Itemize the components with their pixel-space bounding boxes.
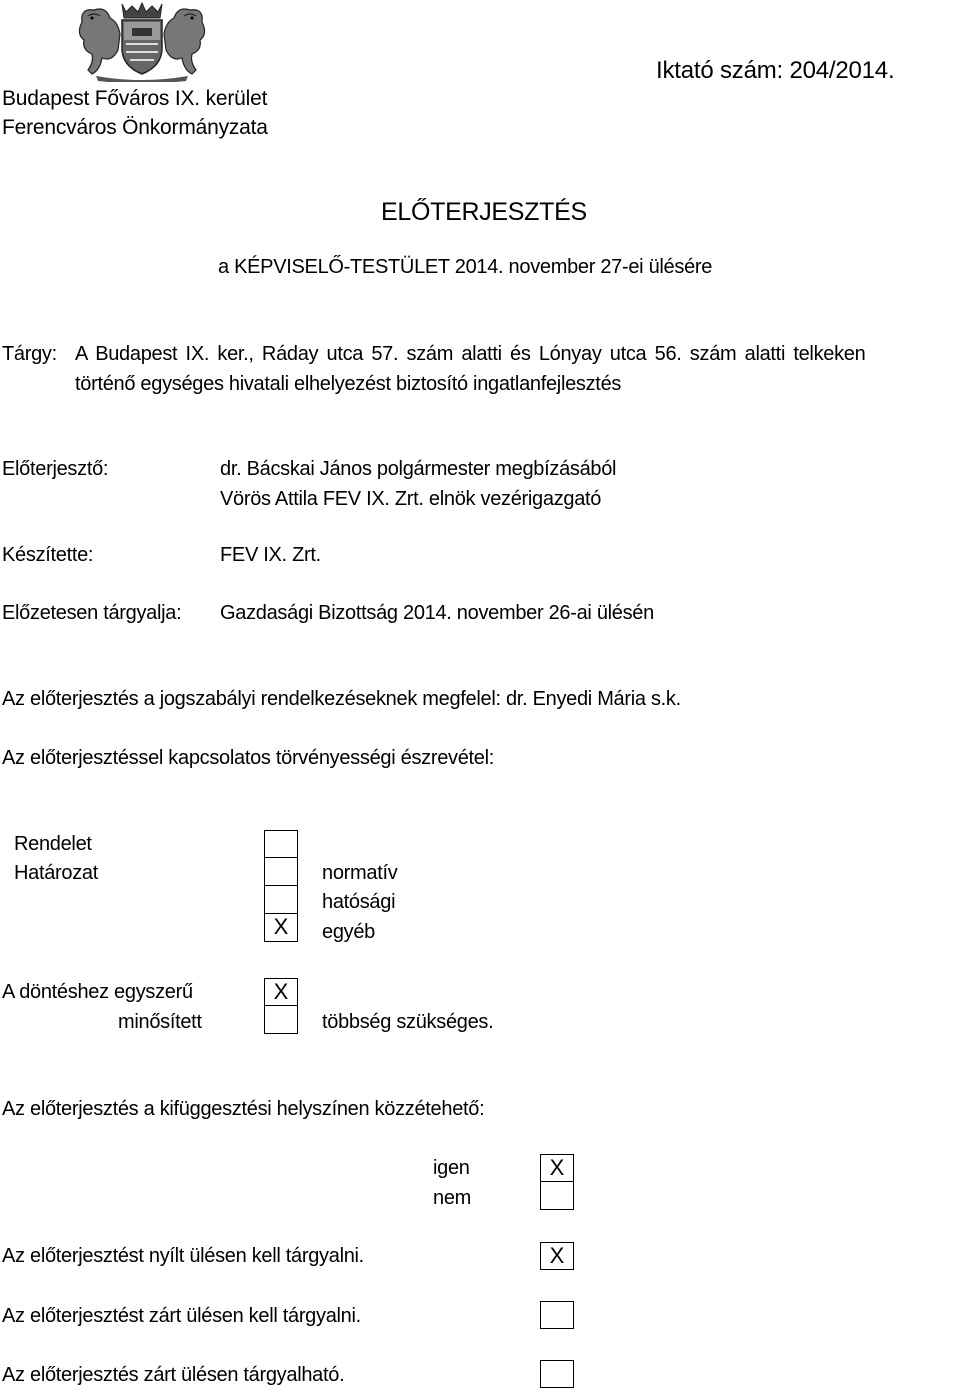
prepared-by-label: Készítette: [2, 544, 94, 566]
decision-hatarozat-label: Határozat [14, 862, 99, 884]
publication-yes-checkbox[interactable]: X [540, 1154, 574, 1182]
decision-rendelet-label: Rendelet [14, 833, 92, 855]
document-title: ELŐTERJESZTÉS [381, 198, 587, 226]
publication-question: Az előterjesztés a kifüggesztési helyszínen közzétehető: [2, 1098, 485, 1120]
majority-qualified-checkbox[interactable] [264, 1006, 298, 1034]
subject-line2: történő egységes hivatali elhelyezést biztosító ingatlanfejlesztés [75, 373, 622, 395]
prepared-by-value: FEV IX. Zrt. [220, 544, 321, 566]
option-normativ: normatív [322, 862, 398, 884]
normativ-checkbox[interactable] [264, 858, 298, 886]
majority-suffix: többség szükséges. [322, 1011, 494, 1033]
majority-qualified-label: minősített [118, 1011, 202, 1033]
presenter-label: Előterjesztő: [2, 458, 109, 480]
preliminary-value: Gazdasági Bizottság 2014. november 26-ai ülésén [220, 602, 654, 624]
subject-label: Tárgy: [2, 343, 57, 365]
legal-remark-label: Az előterjesztéssel kapcsolatos törvényességi észrevétel: [2, 747, 495, 769]
legal-compliance: Az előterjesztés a jogszabályi rendelkezéseknek megfelel: dr. Enyedi Mária s.k. [2, 688, 681, 710]
subject-line1: A Budapest IX. ker., Ráday utca 57. szám alatti és Lónyay utca 56. szám alatti telkeken [75, 343, 866, 365]
publication-no-checkbox[interactable] [540, 1182, 574, 1210]
open-session-checkbox[interactable]: X [540, 1242, 574, 1270]
org-name-line2: Ferencváros Önkormányzata [2, 116, 268, 139]
rendelet-checkbox[interactable] [264, 830, 298, 858]
org-name-line1: Budapest Főváros IX. kerület [2, 87, 268, 110]
registration-number: Iktató szám: 204/2014. [656, 57, 895, 84]
publication-no-label: nem [433, 1187, 472, 1209]
presenter-line2: Vörös Attila FEV IX. Zrt. elnök vezérigazgató [220, 488, 602, 510]
closed-session-text: Az előterjesztést zárt ülésen kell tárgyalni. [2, 1305, 361, 1327]
open-session-text: Az előterjesztést nyílt ülésen kell tárgyalni. [2, 1245, 364, 1267]
majority-simple-label: A döntéshez egyszerű [2, 981, 193, 1003]
option-egyeb: egyéb [322, 921, 375, 943]
closed-possible-checkbox[interactable] [540, 1360, 574, 1388]
egyeb-checkbox[interactable]: X [264, 914, 298, 942]
majority-simple-checkbox[interactable]: X [264, 978, 298, 1006]
publication-yes-label: igen [433, 1157, 470, 1179]
closed-possible-text: Az előterjesztés zárt ülésen tárgyalható. [2, 1364, 345, 1386]
option-hatosagi: hatósági [322, 891, 396, 913]
coat-of-arms-logo [72, 0, 212, 82]
presenter-line1: dr. Bácskai János polgármester megbízásából [220, 458, 617, 480]
hatosagi-checkbox[interactable] [264, 886, 298, 914]
closed-session-checkbox[interactable] [540, 1301, 574, 1329]
document-subtitle: a KÉPVISELŐ-TESTÜLET 2014. november 27-ei ülésére [218, 256, 713, 278]
preliminary-label: Előzetesen tárgyalja: [2, 602, 182, 624]
